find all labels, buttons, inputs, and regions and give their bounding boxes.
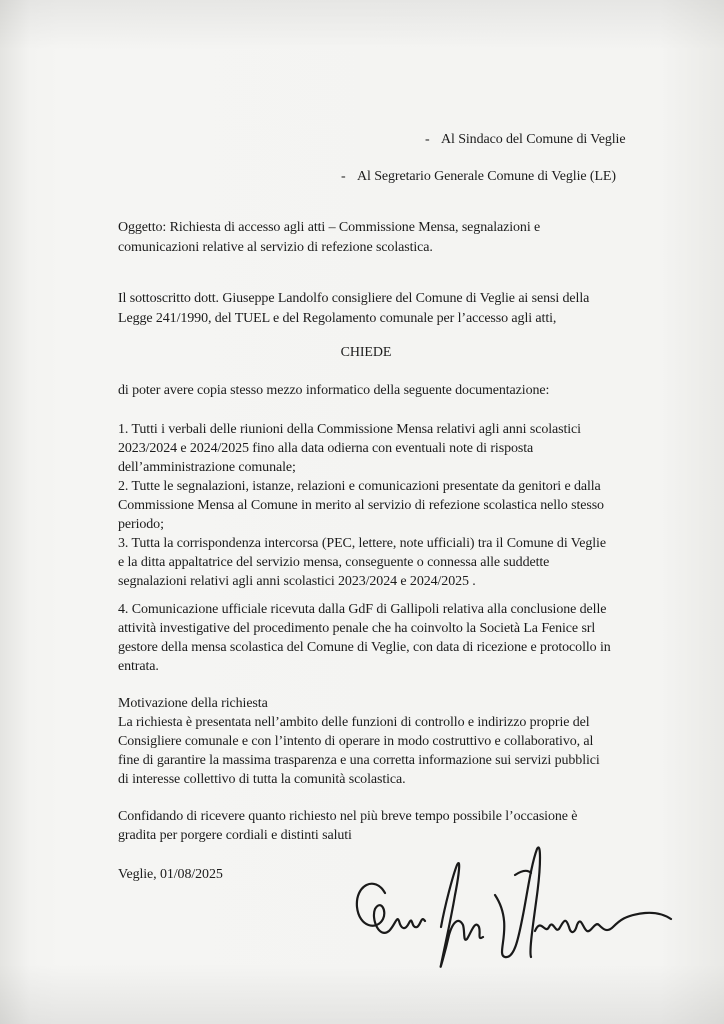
item-3-line-1: 3. Tutta la corrispondenza intercorsa (PEC, lettere, note ufficiali) tra il Comune di Veglie — [118, 536, 606, 551]
motivation-line-3: fine di garantire la massima trasparenza e una corretta informazione sui servizi pubblici — [118, 753, 600, 768]
page-shadow-bottom — [0, 964, 724, 1024]
recipient-dash: - — [341, 169, 346, 184]
subject-line-1: Oggetto: Richiesta di accesso agli atti – Commissione Mensa, segnalazioni e — [118, 220, 541, 235]
item-1-line-1: 1. Tutti i verbali delle riunioni della Commissione Mensa relativi agli anni scolastici — [118, 422, 581, 437]
request-line: di poter avere copia stesso mezzo informatico della seguente documentazione: — [118, 383, 550, 398]
item-4-line-3: gestore della mensa scolastica del Comune di Veglie, con data di ricezione e protocollo in — [118, 640, 611, 655]
item-2-line-2: Commissione Mensa al Comune in merito al servizio di refezione scolastica nello stesso — [118, 498, 604, 513]
handwritten-signature — [345, 835, 675, 975]
subject-line-2: comunicazioni relative al servizio di refezione scolastica. — [118, 240, 433, 255]
item-3-line-3: segnalazioni relativi agli anni scolastici 2023/2024 e 2024/2025 . — [118, 574, 476, 589]
recipient-secretary-text: Al Segretario Generale Comune di Veglie (LE) — [357, 169, 616, 184]
motivation-line-4: di interesse collettivo di tutta la comunità scolastica. — [118, 772, 406, 787]
motivation-title: Motivazione della richiesta — [118, 696, 268, 711]
motivation-line-2: Consigliere comunale e con l’intento di operare in modo costruttivo e collaborativo, al — [118, 734, 594, 749]
place-date: Veglie, 01/08/2025 — [118, 867, 223, 882]
item-1-line-2: 2023/2024 e 2024/2025 fino alla data odierna con eventuali note di risposta — [118, 441, 534, 456]
closing-line-1: Confidando di ricevere quanto richiesto nel più breve tempo possibile l’occasione è — [118, 809, 578, 824]
page-shadow-top — [0, 0, 724, 50]
item-4-line-1: 4. Comunicazione ufficiale ricevuta dalla GdF di Gallipoli relativa alla conclusione delle — [118, 602, 607, 617]
item-4-line-4: entrata. — [118, 659, 159, 674]
item-1-line-3: dell’amministrazione comunale; — [118, 460, 296, 475]
heading-chiede: CHIEDE — [340, 345, 392, 360]
item-3-line-2: e la ditta appaltatrice del servizio mensa, conseguente o connessa alle suddette — [118, 555, 550, 570]
recipient-mayor — [425, 130, 625, 150]
item-4-line-2: attività investigative del procedimento penale che ha coinvolto la Società La Fenice srl — [118, 621, 596, 636]
item-2-line-3: periodo; — [118, 517, 164, 532]
item-2-line-1: 2. Tutte le segnalazioni, istanze, relazioni e comunicazioni presentate da genitori e dalla — [118, 479, 601, 494]
recipient-dash: - — [425, 132, 430, 147]
motivation-line-1: La richiesta è presentata nell’ambito delle funzioni di controllo e indirizzo proprie del — [118, 715, 590, 730]
recipient-mayor-text: Al Sindaco del Comune di Veglie — [441, 132, 626, 147]
recipient-secretary — [341, 167, 616, 187]
intro-line-1: Il sottoscritto dott. Giuseppe Landolfo consigliere del Comune di Veglie ai sensi della — [118, 291, 590, 306]
intro-line-2: Legge 241/1990, del TUEL e del Regolamento comunale per l’accesso agli atti, — [118, 311, 557, 326]
closing-line-2: gradita per porgere cordiali e distinti saluti — [118, 828, 352, 843]
